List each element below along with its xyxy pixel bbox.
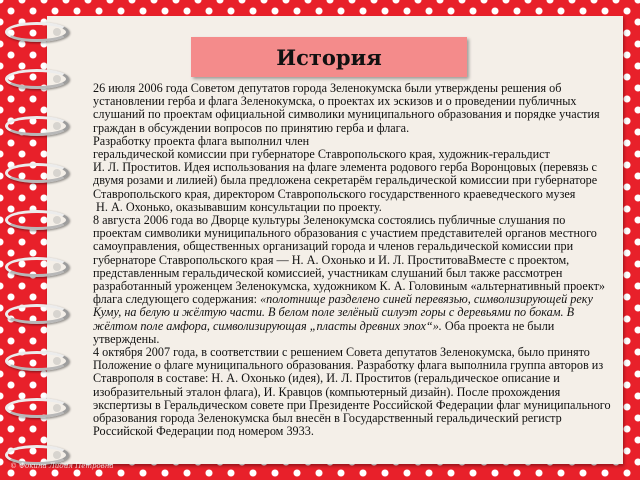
author-watermark: © Фокина Лидия Петровна [10,462,114,470]
title-banner [191,37,467,77]
paragraph-developer: Разработку проекта флага выполнил член [93,133,310,148]
hearings-text: 8 августа 2006 года во Дворце культуры Зеленокумска состоялись публичные слушания по проектам символики муниципального образования с участием представителей органов местного самоуправления, общественных организаций города и членов геральдической комиссии при губернаторе Ставропольского края — Н. А. Охонько и И. Л. ПроститоваВместе с проектом, представленным геральдической комиссией, участникам слушаний был также рассмотрен разработанный уроженцем Зеленокумска, художником К. А. Головиным «альтернативный проект» флага следующего содержания: [93,213,606,307]
binder-ring [5,257,69,277]
paragraph-registration: 4 октября 2007 года, в соответствии с решением Совета депутатов Зеленокумска, было принято Положение о флаге муниципального образования. Разработку флага выполнила группа авторов из Ставрополя в составе: Н. А. Охонько (идея), И. Л. Проститов (геральдическое описание и изобразительный эталон флага), И. Кравцов (компьютерный дизайн). После прохождения экспертизы в Геральдическом совете при Президенте Российской Федерации флаг муниципального образования города Зеленокумска был внесён в Государственный геральдический регистр Российской Федерации под номером 3933. [93,345,611,439]
hearings-result: Оба проекта не были утверждены. [93,318,555,346]
paragraph-hearings [93,214,615,346]
binder-ring [5,163,69,183]
alternative-project-quote: «полотнище разделено синей перевязью, символизирующей реку Куму, на белую и жёлтую части. В белом поле зелёный силуэт горы с деревьями по бокам. В жёлтом поле амфора, символизирующая „пласты древних эпох“». [93,292,593,333]
paragraph-commission: геральдической комиссии при губернаторе Ставропольского края, художник-геральдист [93,147,550,162]
binder-ring [5,398,69,418]
paragraph-decision: 26 июля 2006 года Советом депутатов города Зеленокумска были утверждены решения об установлении герба и флага Зеленокумска, о проектах их эскизов и о проведении публичных слушаний по проектам официальной символики муниципального образования и порядке участия граждан в обсуждении вопросов по принятию герба и флага. [93,81,600,135]
binder-ring [5,22,69,42]
binder-ring [5,351,69,371]
binder-ring [5,116,69,136]
page-title: История [276,44,382,70]
content-page [47,16,623,464]
paragraph-idea: И. Л. Проститов. Идея использования на флаге элемента родового герба Воронцовых (перевязь с двумя розами и лилией) была предложена секретарём геральдической комиссии при губернаторе Ставропольского края, директором Ставропольского государственного краеведческого музея [93,160,598,201]
binder-ring [5,304,69,324]
binder-ring [5,69,69,89]
consultant-text: Н. А. Охонько, оказывавшим консультации по проекту. [96,199,382,214]
binder-ring [5,210,69,230]
article-body [93,82,615,438]
